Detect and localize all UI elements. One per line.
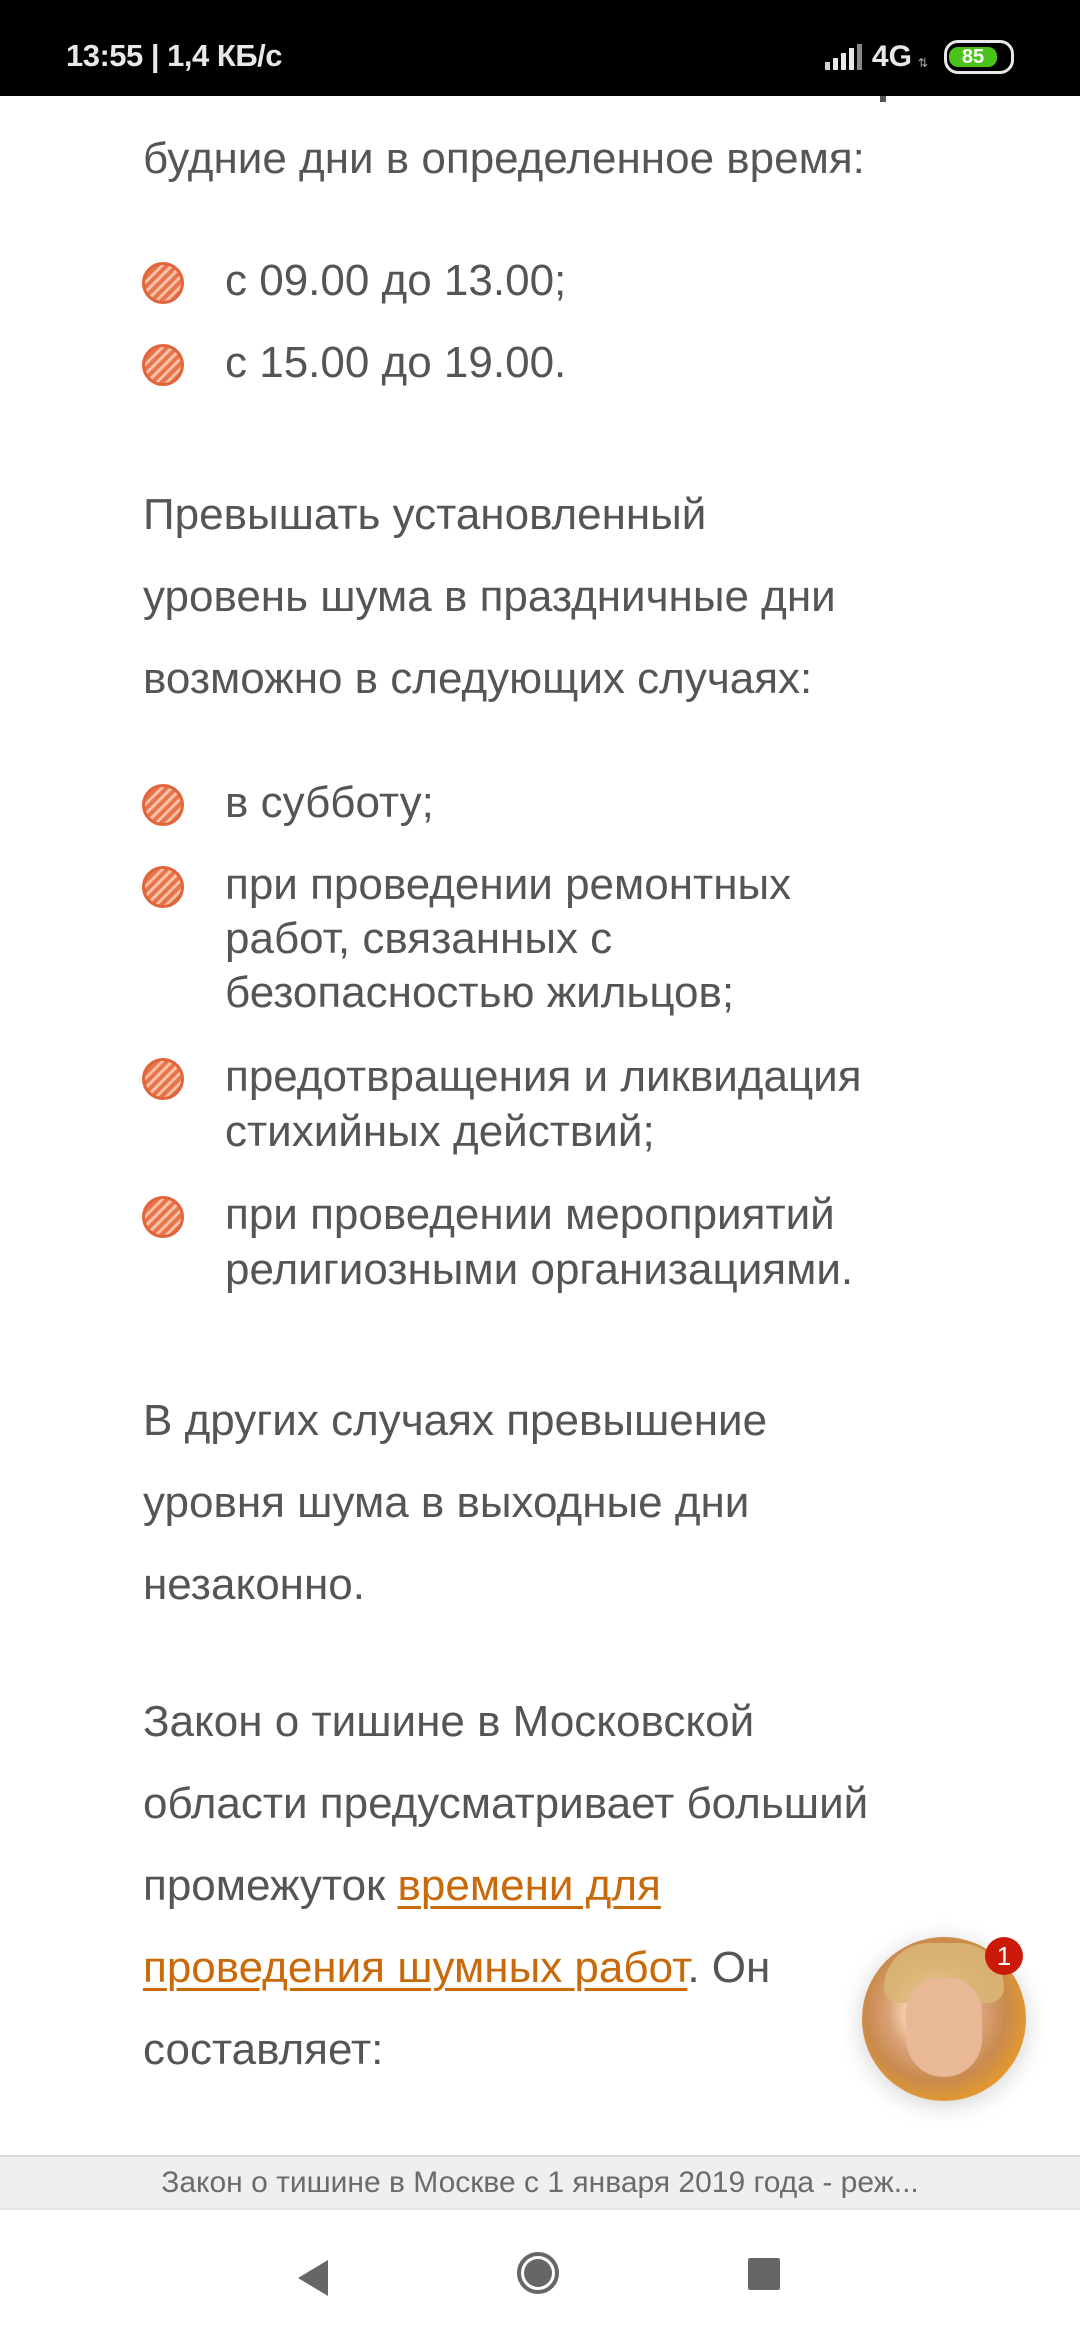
network-type: 4G [871, 40, 912, 73]
notification-badge: 1 [985, 1937, 1023, 1975]
paragraph-line: Закон о тишине в Московской [143, 1697, 755, 1746]
paragraph-text: промежуток [143, 1861, 398, 1910]
paragraph-line: незаконно. [143, 1560, 365, 1609]
list-item-text: в субботу; [225, 778, 434, 827]
list-item-text: безопасностью жильцов; [225, 968, 735, 1017]
avatar-face [906, 1977, 982, 2077]
paragraph-line: уровня шума в выходные дни [143, 1478, 750, 1527]
data-activity-icon: ⇅ [917, 56, 928, 70]
status-bar [0, 0, 1080, 96]
list-item-text: работ, связанных с [225, 914, 613, 963]
bullet-icon [142, 866, 184, 908]
recents-icon[interactable] [748, 2258, 780, 2290]
list-item-text: с 09.00 до 13.00; [225, 256, 567, 305]
paragraph-line: уровень шума в праздничные дни [143, 572, 836, 621]
list-item-text: религиозными организациями. [225, 1245, 854, 1294]
paragraph-line: Превышать установленный [143, 490, 707, 539]
list-item-text: с 15.00 до 19.00. [225, 338, 567, 387]
noisy-works-time-link-continued[interactable]: проведения шумных работ [143, 1943, 688, 1992]
status-icons [825, 40, 1014, 74]
paragraph-line: В других случаях превышение [143, 1396, 768, 1445]
list-item-text: при проведении ремонтных [225, 860, 792, 909]
paragraph-line [143, 1861, 661, 1911]
paragraph-line: возможно в следующих случаях: [143, 654, 813, 703]
bullet-icon [142, 1058, 184, 1100]
list-item-text: при проведении мероприятий [225, 1190, 835, 1239]
paragraph-line: области предусматривает больший [143, 1779, 869, 1828]
paragraph-text: . Он [687, 1943, 771, 1992]
bullet-icon [142, 344, 184, 386]
paragraph-line: будние дни в определенное время: [143, 134, 865, 183]
back-icon[interactable] [298, 2260, 328, 2296]
noisy-works-time-link[interactable]: времени для [397, 1861, 661, 1910]
home-icon[interactable] [517, 2252, 559, 2294]
cut-off-text-fragment [880, 96, 886, 102]
status-time-speed: 13:55 | 1,4 КБ/с [66, 38, 282, 73]
bullet-icon [142, 1196, 184, 1238]
list-item-text: стихийных действий; [225, 1107, 655, 1156]
bullet-icon [142, 784, 184, 826]
battery-level: 85 [949, 47, 997, 67]
battery-icon [944, 40, 1014, 74]
system-nav-bar [0, 2212, 1080, 2340]
signal-icon [825, 44, 862, 70]
list-item-text: предотвращения и ликвидация [225, 1052, 862, 1101]
paragraph-line: составляет: [143, 2025, 384, 2074]
bullet-icon [142, 262, 184, 304]
paragraph-line [143, 1943, 770, 1993]
page-title-bar[interactable]: Закон о тишине в Москве с 1 января 2019 года - реж... [0, 2155, 1080, 2210]
